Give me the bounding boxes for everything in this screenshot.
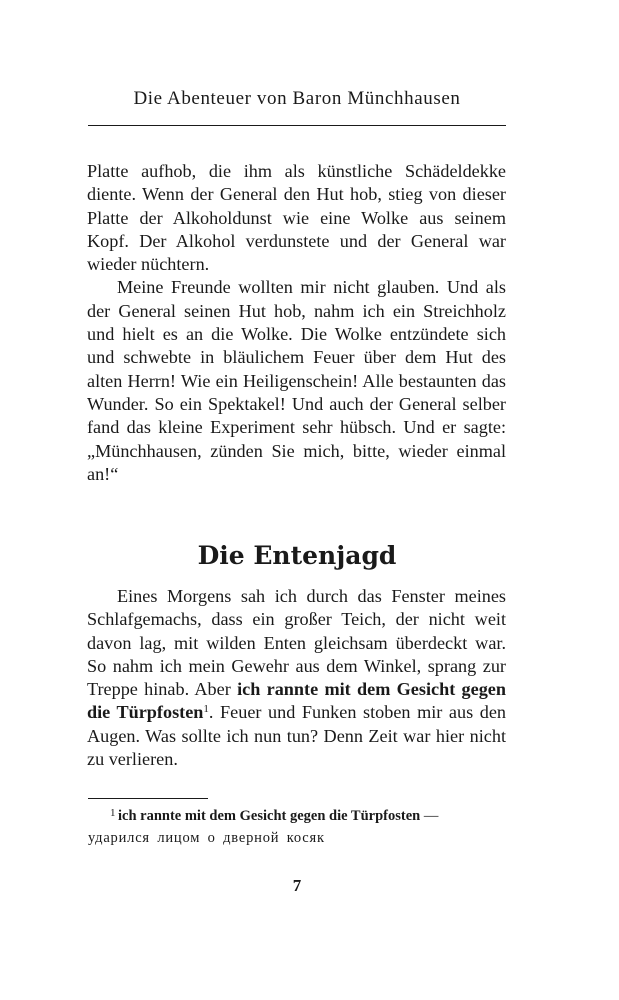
paragraph-text: Eines Morgens sah ich durch das Fenster meines Schlafgemachs, dass ein großer Teich, der nicht weit davon lag, mit wilden Enten gleichsam überdeckt war. So nahm ich mein Gewehr aus dem Winkel, sprang zur Treppe hinab. Aber: [87, 586, 506, 700]
footnote-term: ich rannte mit dem Gesicht gegen die Türpfosten: [118, 808, 421, 824]
footnote-number: 1: [110, 807, 116, 819]
footnote-rule: [88, 798, 208, 799]
footnote-dash: —: [420, 808, 439, 824]
header-rule: [88, 125, 506, 126]
footnote-translation: ударился лицом о дверной косяк: [88, 830, 325, 846]
footnote: [88, 802, 506, 849]
section-title: Die Entenjagd: [197, 541, 397, 570]
paragraph: Platte aufhob, die ihm als künstliche Schädeldekke diente. Wenn der General den Hut hob, stieg von dieser Platte der Alkoholdunst wie eine Wolke aus seinem Kopf. Der Alkohol verdunstete und der General war wieder nüchtern.: [87, 161, 506, 275]
page-number: 7: [292, 876, 302, 895]
running-head: Die Abenteuer von Baron Münchhausen: [133, 88, 461, 109]
paragraph-text: . Feuer und Funken stoben mir aus den Augen. Was sollte ich nun tun? Denn Zeit war hier nicht zu verlieren.: [87, 702, 506, 770]
paragraph: [87, 585, 506, 771]
paragraph: Meine Freunde wollten mir nicht glauben. Und als der General seinen Hut hob, nahm ich ein Streichholz und hielt es an die Wolke. Die Wolke entzündete sich und schwebte in bläulichem Feuer über dem Hut des alten Herrn! Wie ein Heiligenschein! Alle bestaunten das Wunder. So ein Spektakel! Und auch der General selber fand das kleine Experiment sehr hübsch. Und er sagte: „Münchhausen, zünden Sie mich, bitte, wieder einmal an!“: [87, 277, 506, 484]
footnote-reference[interactable]: 1: [203, 703, 209, 716]
glossed-phrase: ich rannte mit dem Gesicht gegen die Türpfosten: [87, 679, 506, 723]
text-block-1: [87, 160, 506, 486]
text-block-2: [87, 585, 506, 771]
